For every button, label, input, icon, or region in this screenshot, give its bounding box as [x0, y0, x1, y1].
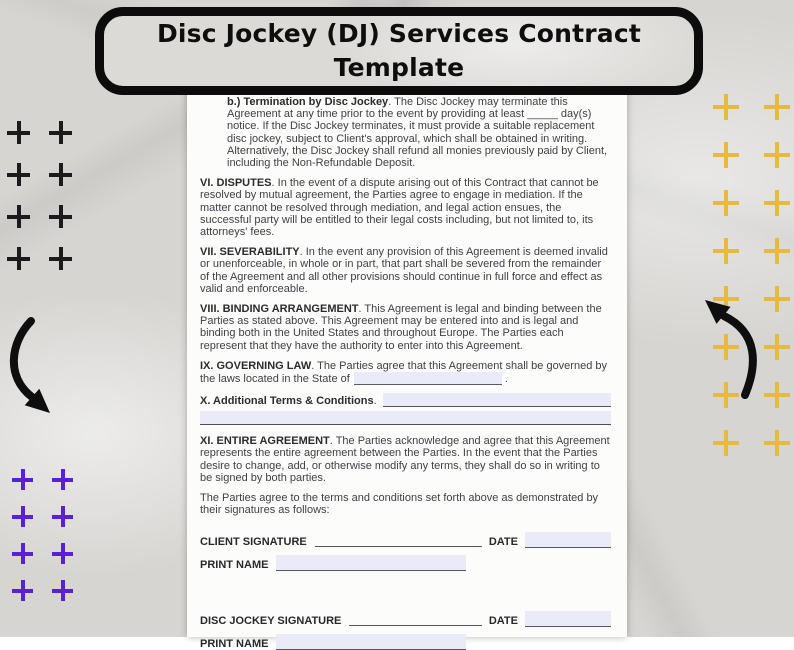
terms-fill-in-field-line2: [200, 411, 611, 425]
plus-icon: [7, 163, 30, 186]
dj-signature-line: [349, 611, 481, 626]
plus-icon: [713, 94, 739, 120]
section-suffix: .: [504, 373, 508, 386]
plus-icon: [764, 190, 790, 216]
section-body: . The Parties agree that this Agreement shall be governed by the laws located in the State of: [200, 359, 607, 386]
section-entire-agreement: [200, 435, 611, 484]
section-body: . This Agreement is legal and binding between the Parties as stated above. This Agreement may be entered into and is legal and binding both in the United States and throughout Europe. The Parties each represent that they have the authority to enter into this Agreement.: [200, 303, 602, 352]
section-title: VI. DISPUTES: [200, 177, 272, 190]
plus-icon: [764, 430, 790, 456]
client-signature-label: CLIENT SIGNATURE: [200, 536, 307, 549]
dj-signature-block: [200, 611, 611, 650]
page-title-line2: Template: [333, 53, 465, 82]
plus-icon: [7, 247, 30, 270]
section-severability: [200, 246, 611, 295]
plus-icon: [7, 205, 30, 228]
plus-icon: [713, 190, 739, 216]
page-title-line1: Disc Jockey (DJ) Services Contract: [156, 19, 642, 48]
title-banner: [95, 7, 703, 95]
client-date-label: DATE: [488, 536, 518, 549]
plus-icon: [52, 506, 73, 527]
section-body: . In the event any provision of this Agreement is deemed invalid or unenforceable, in whole or in part, that part shall be severed from the remainder of the Agreement and all other provisions should continue in full force and effect as valid and enforceable.: [200, 246, 608, 295]
plus-icon: [12, 506, 33, 527]
plus-icon: [713, 142, 739, 168]
client-date-field: [525, 532, 611, 548]
dj-print-name-label: PRINT NAME: [200, 638, 269, 650]
plus-icon: [7, 121, 30, 144]
state-fill-in-field: [354, 372, 502, 385]
curved-arrow-down-icon: [4, 315, 64, 420]
section-binding-arrangement: [200, 303, 611, 352]
curved-arrow-up-icon: [693, 288, 768, 403]
section-title: IX. GOVERNING LAW: [200, 359, 312, 372]
client-signature-block: [200, 532, 611, 571]
terms-fill-in-field: [383, 393, 611, 407]
document-page: [187, 86, 627, 650]
section-title: VIII. BINDING ARRANGEMENT: [200, 303, 359, 316]
client-print-name-field: [276, 555, 466, 571]
section-body: . The Disc Jockey may terminate this Agreement at any time prior to the event by providing at least _____ day(s) notice. If the Disc Jockey terminates, it must provide a suitable replacement disc jockey, subject to Client's approval, which shall be obtained in writing. Alternatively, the Disc Jockey shall refund all monies previously paid by Client, including the Non-Refundable Deposit.: [227, 96, 608, 170]
section-title: VII. SEVERABILITY: [200, 246, 300, 259]
plus-icon: [52, 580, 73, 601]
plus-icon: [764, 142, 790, 168]
closing-statement: The Parties agree to the terms and conditions set forth above as demonstrated by their signatures as follows:: [200, 492, 599, 517]
section-title: X. Additional Terms & Conditions: [200, 395, 374, 408]
plus-icon: [764, 94, 790, 120]
plus-icon: [713, 430, 739, 456]
client-print-name-label: PRINT NAME: [200, 559, 269, 572]
plus-icon: [12, 543, 33, 564]
dj-date-label: DATE: [488, 615, 518, 628]
section-title: XI. ENTIRE AGREEMENT: [200, 435, 330, 448]
plus-grid-black: [7, 121, 72, 270]
dj-date-field: [525, 611, 611, 627]
plus-icon: [49, 247, 72, 270]
plus-icon: [52, 543, 73, 564]
plus-icon: [52, 469, 73, 490]
plus-icon: [713, 238, 739, 264]
section-body: . The Parties acknowledge and agree that this Agreement represents the entire agreement between the Parties. In the event that the Parties desire to change, add, or otherwise modify any terms, they shall do so in writing to be signed by both parties.: [200, 435, 610, 484]
plus-icon: [12, 580, 33, 601]
section-body: .: [373, 395, 377, 408]
plus-icon: [12, 469, 33, 490]
plus-grid-purple: [12, 469, 73, 601]
section-title: b.) Termination by Disc Jockey: [227, 96, 389, 108]
section-governing-law: [200, 360, 611, 385]
plus-icon: [764, 238, 790, 264]
plus-icon: [49, 205, 72, 228]
section-body: . In the event of a dispute arising out of this Contract that cannot be resolved by mutual agreement, the Parties agree to engage in mediation. If the matter cannot be resolved through mediation, and legal action ensues, the successful party will be entitled to their legal costs including, but not limited to, its attorneys' fees.: [200, 177, 599, 239]
dj-print-name-field: [276, 634, 466, 650]
plus-icon: [49, 121, 72, 144]
section-additional-terms: [200, 393, 611, 407]
plus-icon: [49, 163, 72, 186]
section-termination: [227, 96, 611, 169]
client-signature-line: [315, 532, 482, 547]
section-disputes: [200, 177, 611, 238]
dj-signature-label: DISC JOCKEY SIGNATURE: [200, 615, 342, 628]
